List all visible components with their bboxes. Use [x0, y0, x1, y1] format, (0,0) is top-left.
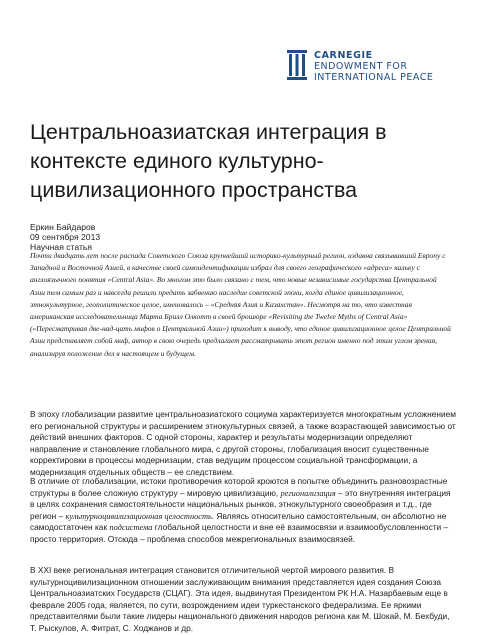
p2-term-integrity: культурноцивилизационная целостность: [65, 511, 212, 521]
body-paragraph-2: [30, 476, 456, 546]
body-paragraph-3: В XXI веке региональная интеграция становится отличительной чертой мирового развития. В культурноцивилизационном отношении заслуживающим внимания представляется идея создания Союза Центральноазиатских Государств (СЦАГ). Эта идея, выдвинутая Президентом РК Н.А. Назарбаевым еще в феврале 2005 года, является, по сути, возрождением идеи туркестанского федерализма. Ее яркими представителями были такие лидеры национального движения народов региона как М. Шокай, М. Бехбуди, Т. Рыскулов, А. Фитрат, С. Ходжанов и др.: [30, 565, 450, 633]
p2-text-a: В отличие от глобализации, истоки противоречия которой кроются в попытке объединить разновозрастные структуры в более сложную структуру – мировую цивилизацию,: [30, 476, 448, 498]
article-meta: [30, 222, 100, 252]
article-title: Центральноазиатская интеграция в контексте единого культурно-цивилизационного пространства: [30, 120, 387, 202]
article-abstract: Почти двадцать лет после распада Советского Союза крупнейший историко-культурный регион, издавна связывавший Европу с Западной и Восточной Азией, в качестве своей самоидентификации избрал для своего географического «адреса» кальку с англоязычного понятия «Central Asia». Во многом это было связано с тем, что новые независимые государства Центральной Азии тем самым раз и навсегда решили предать забвению наследие советской эпохи, когда единое цивилизационное, этнокультурное, геополитическое целое, именовалось – «Средняя Азия и Казахстан». Несмотря на то, что известная американская исследовательница Марта Брилл Олкотт в своей брошюре «Revisiting the Twelve Myths of Central Asia» («Пересматривая две-над-цать мифов о Центральной Азии») приходит к выводу, что единое цивилизационное целое Центральной Азии представляет собой миф, автор в свою очередь предлагает рассматривать этот регион именно под этим углом зрения, анализируя положение дел в настоящем и будущем.: [30, 251, 451, 358]
publication-date: 09 сентября 2013: [30, 232, 101, 242]
p2-term-regionalization: регионализация: [280, 488, 336, 498]
author-name: Еркин Байдаров: [30, 222, 96, 232]
body-paragraph-1: В эпоху глобализации развитие центральноазиатского социума характеризуется многократным усложнением его региональной структуры и расширением этнокультурных связей, а также возрастающей зависимостью от действий внешних факторов. С одной стороны, характер и результаты модернизации определяют направление и становление глобального мира, с другой стороны, глобализация вносит существенные корректировки в процессы модернизации, став ведущим процессом социальной трансформации, а модернизация отдельных обществ – ее следствием.: [30, 409, 456, 477]
p2-text-e: . Являясь относительно самостоятельным, он абсолютно не самодостаточен как: [30, 510, 447, 533]
p2-text-g: глобальной целостности и вне её взаимосвязи и взаимообусловленности – просто территория. Отсюда – проблема способов межрегиональных взаимосвязей.: [30, 522, 449, 544]
article-type: Научная статья: [30, 242, 93, 252]
logo-line-2: ENDOWMENT FOR: [314, 61, 408, 72]
logo-text: [314, 50, 433, 83]
carnegie-logo[interactable]: [286, 50, 433, 83]
p2-term-subsystem: подсистема: [109, 523, 153, 533]
carnegie-column-icon: [286, 50, 308, 82]
logo-line-3: INTERNATIONAL PEACE: [314, 72, 434, 83]
logo-line-1: CARNEGIE: [314, 50, 373, 61]
p2-text-c: – это внутренняя интеграция в целях сохранения самостоятельности национальных рынков, этнокультурного своеобразия и т.д., где регион –: [30, 487, 451, 521]
